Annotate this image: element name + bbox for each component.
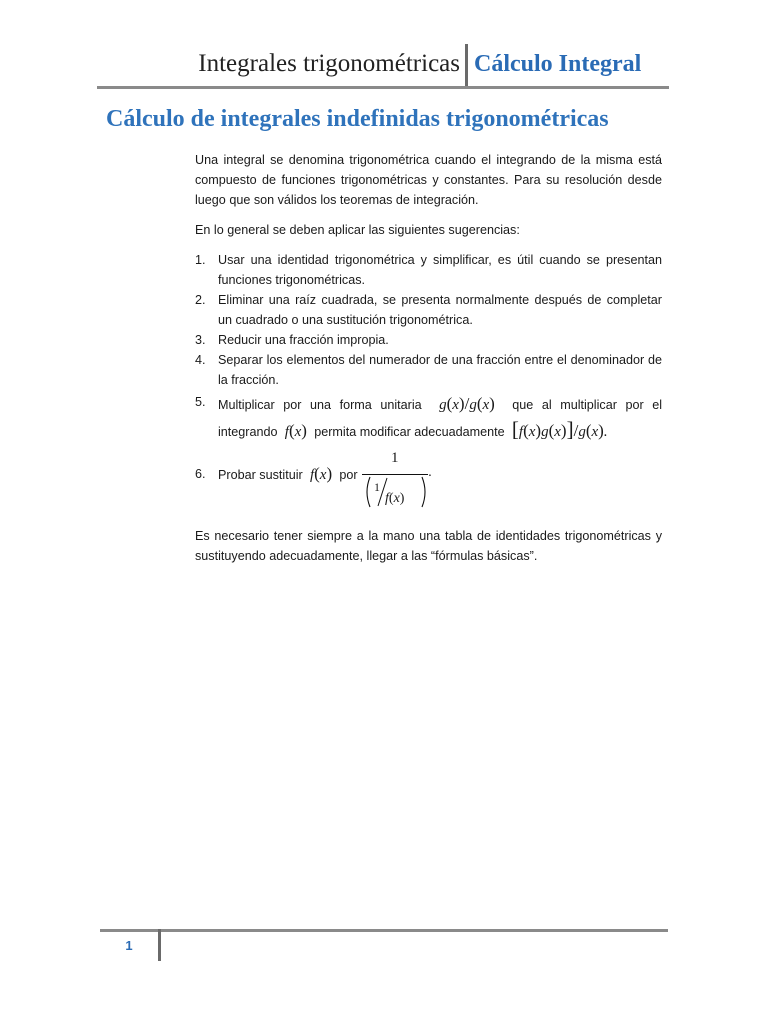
denominator-function: f(x) — [385, 491, 405, 506]
math-unit-form: g(x)/g(x) — [439, 394, 495, 413]
list-item-number: 4. — [195, 353, 206, 367]
section-heading: Cálculo de integrales indefinidas trigonométricas — [106, 106, 609, 132]
denominator-numerator: 1 — [374, 480, 380, 494]
suggestions-list — [195, 250, 662, 512]
math-modified-expression: [f(x)g(x)]/g(x). — [511, 417, 608, 441]
list-item — [195, 450, 662, 512]
list-item-number: 1. — [195, 253, 206, 267]
closing-paragraph: Es necesario tener siempre a la mano una tabla de identidades trigonométricas y sustituyendo adecuadamente, llegar a las “fórmulas básicas”. — [195, 529, 662, 563]
header-course-title: Cálculo Integral — [474, 51, 642, 77]
general-paragraph: En lo general se deben aplicar las siguientes sugerencias: — [195, 223, 520, 237]
list-item-number: 2. — [195, 293, 206, 307]
header-separator — [465, 44, 468, 88]
list-item-number: 3. — [195, 333, 206, 347]
list-item-text: Eliminar una raíz cuadrada, se presenta normalmente después de completar un cuadrado o una sustitución trigonométrica. — [218, 293, 662, 327]
list-item — [195, 290, 662, 330]
list-item-text: Reducir una fracción impropia. — [218, 333, 389, 347]
list-item-text: Probar sustituir — [218, 468, 303, 482]
fraction-denominator — [363, 474, 429, 510]
list-item-text: Multiplicar por una forma unitaria — [218, 398, 422, 412]
footer-separator — [158, 929, 161, 961]
list-item — [195, 350, 662, 390]
list-item-text: Separar los elementos del numerador de una fracción entre el denominador de la fracción. — [218, 353, 662, 387]
footer-rule — [100, 929, 668, 932]
list-item-text: por — [339, 468, 358, 482]
math-integrand: f(x) — [284, 421, 307, 440]
document-body — [195, 150, 662, 566]
math-function: f(x) — [309, 464, 333, 483]
list-item-number: 6. — [195, 467, 206, 481]
fraction-numerator: 1 — [391, 450, 399, 466]
list-item-text: Usar una identidad trigonométrica y simplificar, es útil cuando se presentan funciones trigonométricas. — [218, 253, 662, 287]
header-doc-title: Integrales trigonométricas — [198, 50, 460, 77]
intro-paragraph: Una integral se denomina trigonométrica cuando el integrando de la misma está compuesto de funciones trigonométricas y constantes. Para su resolución desde luego que son válidos los teoremas de integración. — [195, 153, 662, 207]
list-item-number: 5. — [195, 395, 206, 409]
list-item-text: permita modificar adecuadamente — [314, 425, 505, 439]
list-item-text: que al multiplicar por el integrando — [218, 398, 663, 439]
header-rule — [97, 86, 669, 89]
list-item — [195, 390, 662, 444]
period: . — [428, 463, 432, 479]
list-item — [195, 250, 662, 290]
list-item — [195, 330, 662, 350]
page-number: 1 — [125, 938, 133, 953]
